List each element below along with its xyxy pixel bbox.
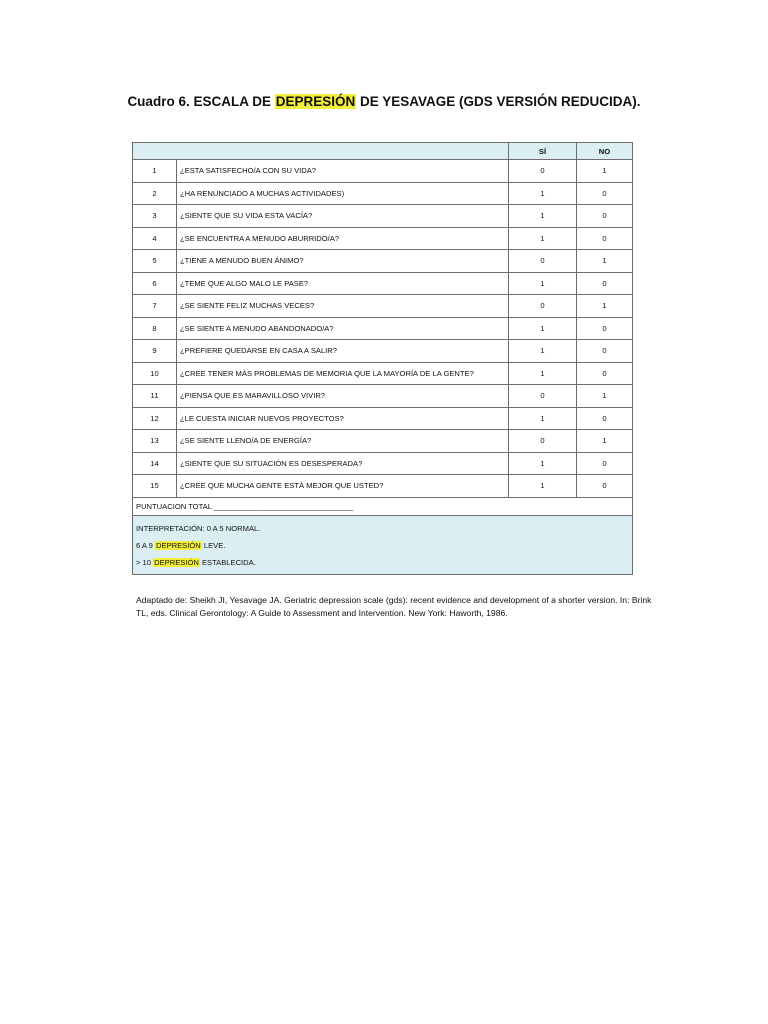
document-title [0, 94, 768, 109]
row-number: 14 [133, 452, 177, 475]
row-si-value: 0 [509, 160, 577, 183]
row-si-value: 1 [509, 227, 577, 250]
row-si-value: 1 [509, 362, 577, 385]
interpretation-row [133, 515, 633, 574]
row-question: ¿SIENTE QUE SU SITUACIÓN ES DESESPERADA? [177, 452, 509, 475]
table-row [133, 452, 633, 475]
table-row [133, 340, 633, 363]
row-question: ¿TEME QUE ALGO MALO LE PASE? [177, 272, 509, 295]
row-si-value: 1 [509, 407, 577, 430]
row-question: ¿LE CUESTA INICIAR NUEVOS PROYECTOS? [177, 407, 509, 430]
source-citation: Adaptado de: Sheikh JI, Yesavage JA. Geriatric depression scale (gds): recent evidence and development of a shorter version. In: Brink TL, eds. Clinical Gerontology: A Guide to Assessment and Intervention. New York: Haworth, 1986. [136, 595, 652, 618]
row-number: 8 [133, 317, 177, 340]
row-si-value: 1 [509, 452, 577, 475]
row-no-value: 0 [577, 205, 633, 228]
row-si-value: 0 [509, 430, 577, 453]
table-row [133, 160, 633, 183]
row-si-value: 0 [509, 295, 577, 318]
row-question: ¿SE SIENTE FELIZ MUCHAS VECES? [177, 295, 509, 318]
header-blank-cell [133, 143, 509, 160]
row-number: 6 [133, 272, 177, 295]
row-si-value: 1 [509, 205, 577, 228]
row-si-value: 0 [509, 385, 577, 408]
row-no-value: 1 [577, 160, 633, 183]
interpretation-cell [133, 515, 633, 574]
row-number: 5 [133, 250, 177, 273]
row-number: 11 [133, 385, 177, 408]
row-number: 9 [133, 340, 177, 363]
row-si-value: 0 [509, 250, 577, 273]
row-question: ¿TIENE A MENUDO BUEN ÁNIMO? [177, 250, 509, 273]
row-no-value: 0 [577, 362, 633, 385]
row-number: 15 [133, 475, 177, 498]
table-row [133, 407, 633, 430]
row-question: ¿HA RENUNCIADO A MUCHAS ACTIVIDADES) [177, 182, 509, 205]
table-row [133, 205, 633, 228]
row-number: 7 [133, 295, 177, 318]
table-row [133, 272, 633, 295]
row-question: ¿PREFIERE QUEDARSE EN CASA A SALIR? [177, 340, 509, 363]
row-question: ¿CREE QUE MUCHA GENTE ESTÁ MEJOR QUE USTED? [177, 475, 509, 498]
interp-est-prefix: > 10 [136, 557, 154, 567]
row-no-value: 0 [577, 227, 633, 250]
row-number: 13 [133, 430, 177, 453]
row-si-value: 1 [509, 317, 577, 340]
table-row [133, 385, 633, 408]
row-no-value: 1 [577, 250, 633, 273]
row-no-value: 0 [577, 317, 633, 340]
row-number: 10 [133, 362, 177, 385]
row-no-value: 1 [577, 430, 633, 453]
row-si-value: 1 [509, 340, 577, 363]
row-number: 3 [133, 205, 177, 228]
row-question: ¿PIENSA QUE ES MARAVILLOSO VIVIR? [177, 385, 509, 408]
table-row [133, 362, 633, 385]
table-row [133, 295, 633, 318]
row-question: ¿SE ENCUENTRA A MENUDO ABURRIDO/A? [177, 227, 509, 250]
header-no: NO [577, 143, 633, 160]
interp-est-highlight: DEPRESIÓN [154, 557, 199, 567]
row-no-value: 0 [577, 340, 633, 363]
row-no-value: 0 [577, 475, 633, 498]
table-row [133, 227, 633, 250]
row-no-value: 0 [577, 272, 633, 295]
table-row [133, 475, 633, 498]
row-number: 12 [133, 407, 177, 430]
row-no-value: 1 [577, 385, 633, 408]
interp-est-suffix: ESTABLECIDA. [199, 557, 256, 567]
row-question: ¿SE SIENTE LLENO/A DE ENERGÍA? [177, 430, 509, 453]
title-highlight: DEPRESIÓN [275, 94, 356, 109]
row-question: ¿SE SIENTE A MENUDO ABANDONADO/A? [177, 317, 509, 340]
row-si-value: 1 [509, 272, 577, 295]
row-no-value: 0 [577, 182, 633, 205]
table-row [133, 250, 633, 273]
row-si-value: 1 [509, 182, 577, 205]
interp-mild-highlight: DEPRESIÓN [156, 540, 201, 550]
row-question: ¿ESTA SATISFECHO/A CON SU VIDA? [177, 160, 509, 183]
table-row [133, 182, 633, 205]
total-score-label: PUNTUACION TOTAL _________________________________ [133, 497, 633, 515]
total-row [133, 497, 633, 515]
header-si: SÍ [509, 143, 577, 160]
row-no-value: 0 [577, 452, 633, 475]
row-no-value: 0 [577, 407, 633, 430]
table-row [133, 430, 633, 453]
gds-table [132, 142, 633, 575]
interpretation-normal: INTERPRETACIÓN: 0 A 5 NORMAL. [136, 523, 261, 533]
interpretation-mild [136, 537, 629, 554]
row-si-value: 1 [509, 475, 577, 498]
title-suffix: DE YESAVAGE (GDS VERSIÓN REDUCIDA). [356, 94, 641, 109]
row-number: 4 [133, 227, 177, 250]
interp-mild-prefix: 6 A 9 [136, 540, 156, 550]
row-number: 2 [133, 182, 177, 205]
row-question: ¿CREE TENER MÁS PROBLEMAS DE MEMORIA QUE LA MAYORÍA DE LA GENTE? [177, 362, 509, 385]
title-prefix: Cuadro 6. ESCALA DE [127, 94, 275, 109]
row-question: ¿SIENTE QUE SU VIDA ESTA VACÍA? [177, 205, 509, 228]
table-header-row [133, 143, 633, 160]
row-no-value: 1 [577, 295, 633, 318]
interpretation-established [136, 554, 629, 571]
row-number: 1 [133, 160, 177, 183]
table-row [133, 317, 633, 340]
interp-mild-suffix: LEVE. [201, 540, 226, 550]
